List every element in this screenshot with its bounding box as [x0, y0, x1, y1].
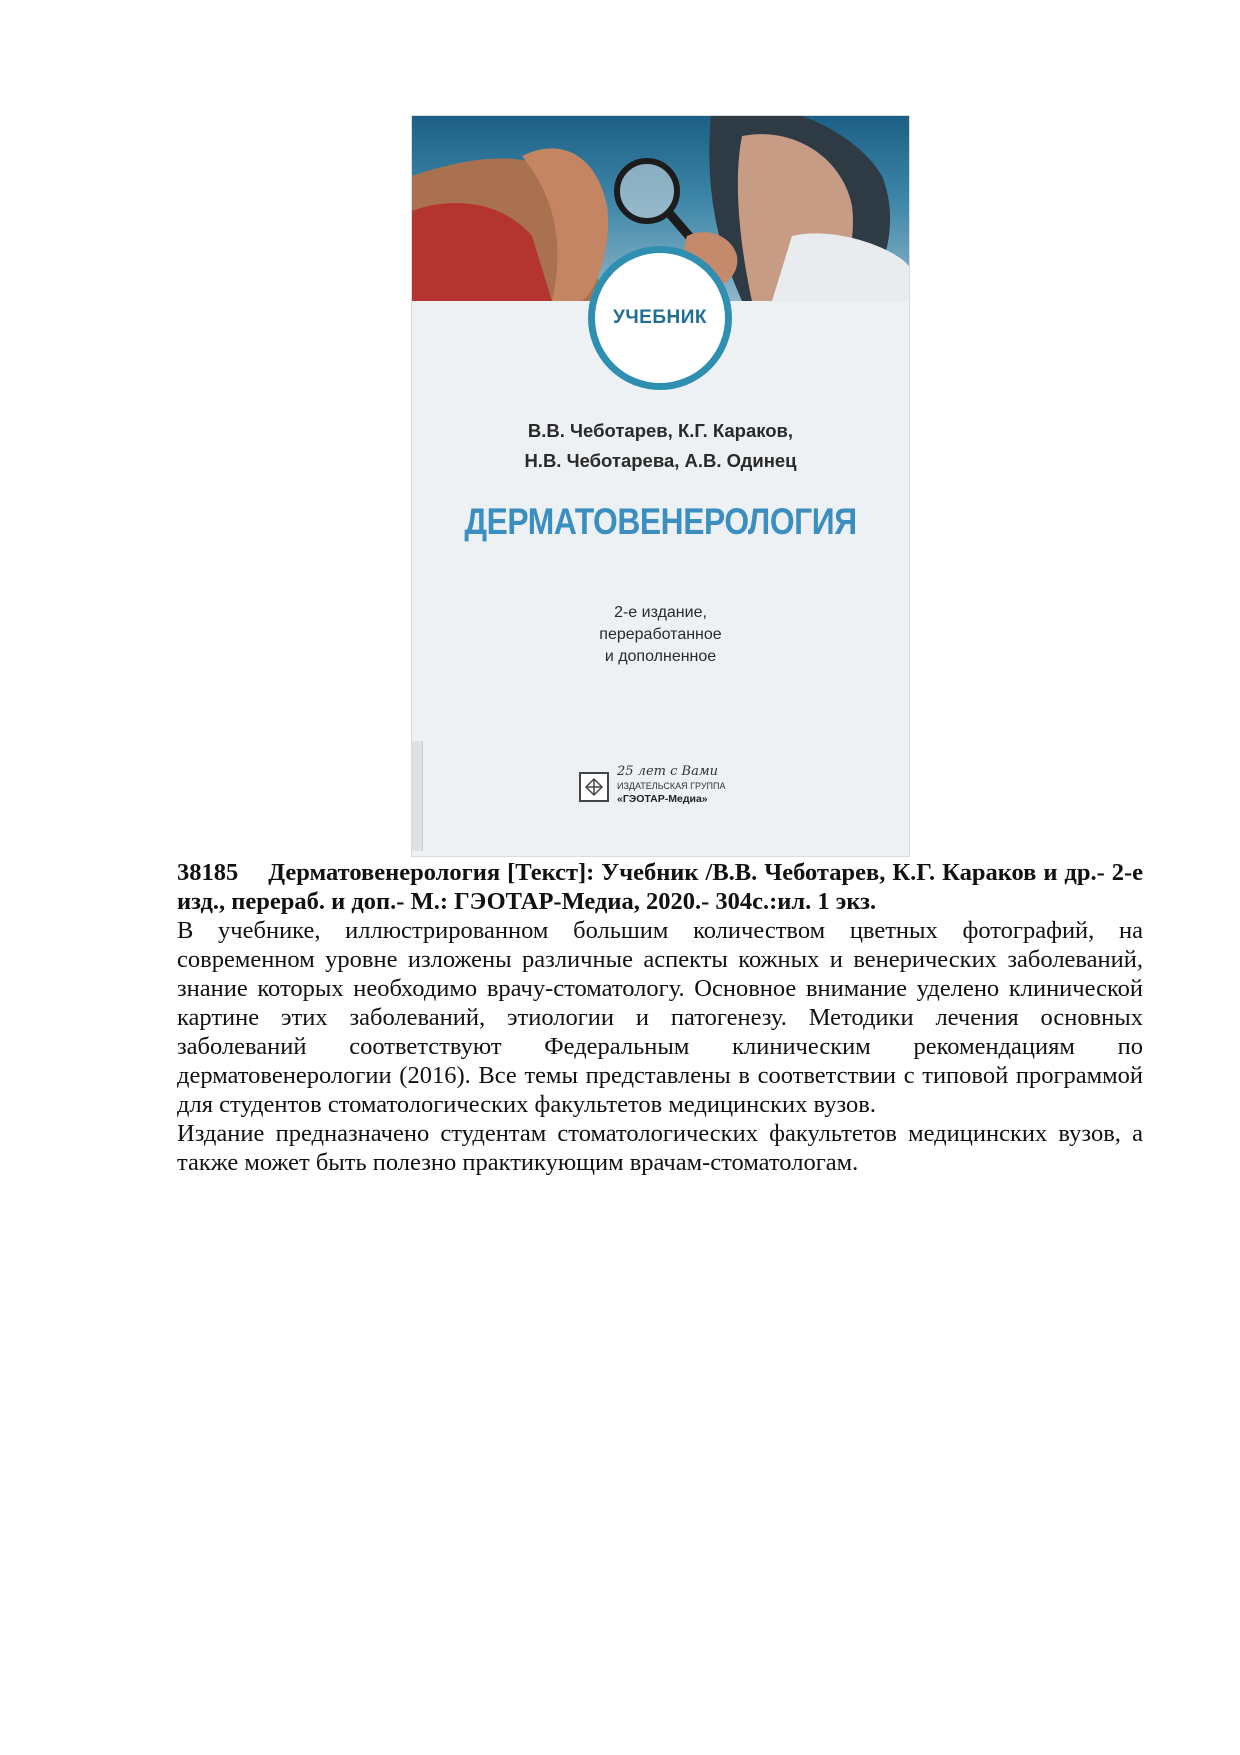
publisher-emblem-icon: [579, 772, 609, 802]
cover-badge: [588, 246, 732, 390]
cover-authors-line: Н.В. Чеботарева, А.В. Одинец: [524, 450, 797, 471]
annotation-paragraph: В учебнике, иллюстрированном большим количеством цветных фотографий, на современном уровне изложены различные аспекты кожных и венерических заболеваний, знание которых необходимо врачу-стоматологу. Основное внимание уделено клинической картине этих заболеваний, этиологии и патогенезу. Методики лечения основных заболеваний соответствуют Федеральным клиническим рекомендациям по дерматовенерологии (2016). Все темы представлены в соответствии с типовой программой для студентов стоматологических факультетов медицинских вузов.: [177, 917, 1143, 1118]
book-cover: [412, 116, 909, 856]
cover-edition-line: и дополненное: [604, 648, 717, 665]
cover-title: ДЕРМАТОВЕНЕРОЛОГИЯ: [464, 501, 857, 542]
cover-authors-line: В.В. Чеботарев, К.Г. Караков,: [527, 420, 794, 441]
library-sticker: [412, 741, 423, 851]
publisher-name: «ГЭОТАР-Медиа»: [617, 793, 708, 805]
catalogue-record: [177, 858, 1143, 1177]
cover-edition-line: 2-е издание,: [614, 604, 707, 621]
cover-edition: [412, 602, 909, 668]
audience-paragraph: Издание предназначено студентам стоматологических факультетов медицинских вузов, а также может быть полезно практикующим врачам-стоматологам.: [177, 1120, 1143, 1176]
cover-badge-label: УЧЕБНИК: [613, 307, 707, 328]
record-number: 38185: [177, 859, 239, 886]
publisher-slogan: 25 лет с Вами: [617, 764, 718, 779]
publisher-logo: [579, 766, 749, 810]
cover-edition-line: переработанное: [599, 626, 722, 643]
cover-authors: [412, 416, 909, 476]
bibliographic-entry: [177, 858, 1143, 916]
bibliographic-description: Дерматовенерология [Текст]: Учебник /В.В. Чеботарев, К.Г. Караков и др.- 2-е изд., перераб. и доп.- М.: ГЭОТАР-Медиа, 2020.- 304с.:ил. 1 экз.: [177, 859, 1143, 915]
publisher-group: ИЗДАТЕЛЬСКАЯ ГРУППА: [617, 781, 726, 791]
